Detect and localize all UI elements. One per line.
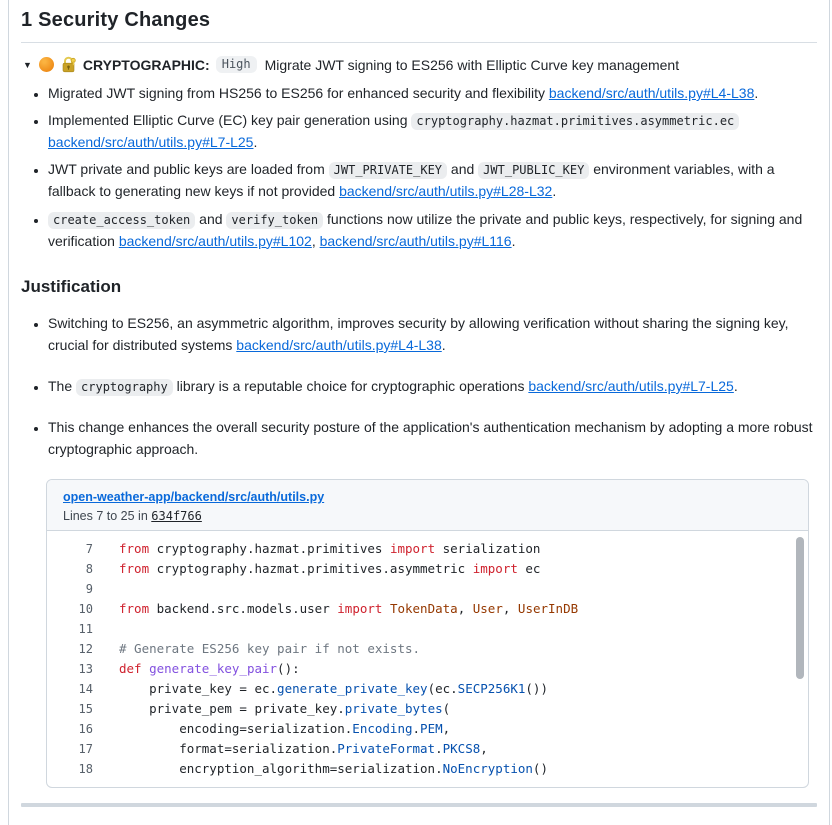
text-segment: . (253, 134, 258, 151)
file-link[interactable]: backend/src/auth/utils.py#L7-L25 (528, 377, 734, 394)
code-text: # Generate ES256 key pair if not exists. (119, 641, 421, 657)
code-line (47, 599, 794, 619)
line-number: 10 (78, 602, 93, 617)
code-line (47, 579, 794, 599)
list-item (48, 312, 817, 356)
snippet-lines-label: Lines 7 to 25 in (63, 509, 148, 524)
code-text: def generate_key_pair(): (119, 661, 300, 677)
lock-icon (60, 56, 77, 73)
justification-heading: Justification (21, 276, 122, 296)
code-text: from backend.src.models.user import TokenData, User, UserInDB (119, 601, 579, 617)
code-text: from cryptography.hazmat.primitives import serialization (119, 541, 541, 557)
text-segment: environment variables, with a fallback to generating new keys if not provided (48, 161, 775, 200)
code-viewport (47, 531, 808, 787)
text-segment: . (441, 336, 446, 353)
text-segment: This change enhances the overall security posture of the application's authentication mechanism by adopting a more robust cryptographic approach. (48, 419, 813, 458)
changes-list (21, 82, 817, 252)
list-item (48, 82, 817, 104)
file-link[interactable]: backend/src/auth/utils.py#L28-L32 (339, 183, 553, 200)
file-link[interactable]: backend/src/auth/utils.py#L102 (118, 232, 312, 249)
code-line (47, 759, 794, 779)
list-item (48, 416, 817, 460)
text-segment: and (195, 210, 227, 227)
text-segment: . (754, 85, 759, 101)
inline-code: JWT_PRIVATE_KEY (329, 162, 447, 179)
inline-code: cryptography (76, 379, 173, 396)
inline-code: create_access_token (48, 212, 195, 229)
line-number: 7 (85, 542, 93, 557)
file-link[interactable]: backend/src/auth/utils.py#L4-L38 (548, 85, 755, 101)
line-number: 11 (78, 622, 93, 637)
file-link[interactable]: backend/src/auth/utils.py#L116 (319, 232, 512, 249)
line-number: 9 (85, 582, 93, 597)
text-segment: . (733, 377, 738, 394)
finding-category-label: CRYPTOGRAPHIC: (82, 56, 210, 73)
list-item (48, 109, 817, 153)
document-container (8, 0, 830, 825)
code-line (47, 679, 794, 699)
code-line (47, 659, 794, 679)
text-segment: Implemented Elliptic Curve (EC) key pair generation using (48, 112, 412, 129)
inline-code: JWT_PUBLIC_KEY (478, 162, 589, 179)
code-line (47, 539, 794, 559)
file-link[interactable]: backend/src/auth/utils.py#L7-L25 (48, 134, 254, 151)
commit-link[interactable]: 634f766 (151, 509, 202, 524)
line-number: 18 (78, 762, 93, 777)
list-item (48, 375, 817, 397)
code-text: format=serialization.PrivateFormat.PKCS8, (119, 741, 488, 757)
code-text: from cryptography.hazmat.primitives.asymmetric import ec (119, 561, 541, 577)
code-line (47, 639, 794, 659)
text-segment: , (311, 232, 320, 249)
collapse-triangle-icon[interactable]: ▼ (23, 59, 32, 70)
text-segment: Switching to ES256, an asymmetric algorithm, improves security by allowing verification without sharing the signing key, crucial for distributed systems (48, 314, 789, 353)
code-snippet-card (46, 479, 809, 788)
section-divider (21, 803, 817, 807)
line-number: 14 (78, 682, 93, 697)
code-line (47, 619, 794, 639)
text-segment: functions now utilize the private and public keys, respectively, for signing and verification (48, 210, 803, 249)
text-segment: library is a reputable choice for cryptographic operations (172, 377, 529, 394)
text-segment: Migrated JWT signing from HS256 to ES256 for enhanced security and flexibility (48, 85, 549, 101)
line-number: 15 (78, 702, 93, 717)
code-line (47, 559, 794, 579)
text-segment: The (48, 377, 77, 394)
list-item (48, 158, 817, 202)
page-title: 1 Security Changes (21, 6, 817, 43)
text-segment: . (511, 232, 516, 249)
orange-circle-icon (39, 57, 54, 72)
code-line (47, 699, 794, 719)
text-segment: . (552, 183, 557, 200)
file-link[interactable]: backend/src/auth/utils.py#L4-L38 (236, 336, 442, 353)
text-segment: and (447, 161, 479, 178)
justification-list (21, 312, 817, 461)
code-text: encryption_algorithm=serialization.NoEncryption() (119, 761, 548, 777)
code-line (47, 719, 794, 739)
snippet-header (47, 480, 808, 531)
inline-code: verify_token (226, 212, 323, 229)
line-number: 8 (85, 562, 93, 577)
finding-title: Migrate JWT signing to ES256 with Elliptic Curve key management (264, 56, 680, 73)
code-line (47, 739, 794, 759)
code-text: private_key = ec.generate_private_key(ec.SECP256K1()) (119, 681, 548, 697)
inline-code: cryptography.hazmat.primitives.asymmetric.ec (411, 113, 739, 130)
line-number: 12 (78, 642, 93, 657)
severity-badge: High (216, 56, 257, 73)
text-segment: JWT private and public keys are loaded from (48, 161, 329, 178)
line-number: 16 (78, 722, 93, 737)
snippet-lines-info (63, 509, 792, 523)
line-number: 17 (78, 742, 93, 757)
list-item (48, 208, 817, 252)
finding-summary-toggle[interactable] (23, 56, 817, 73)
code-scrollbar-thumb[interactable] (796, 537, 804, 679)
code-text: private_pem = private_key.private_bytes( (119, 701, 451, 717)
code-text: encoding=serialization.Encoding.PEM, (119, 721, 451, 737)
line-number: 13 (78, 662, 93, 677)
snippet-file-link[interactable]: open-weather-app/backend/src/auth/utils.py (63, 490, 325, 505)
